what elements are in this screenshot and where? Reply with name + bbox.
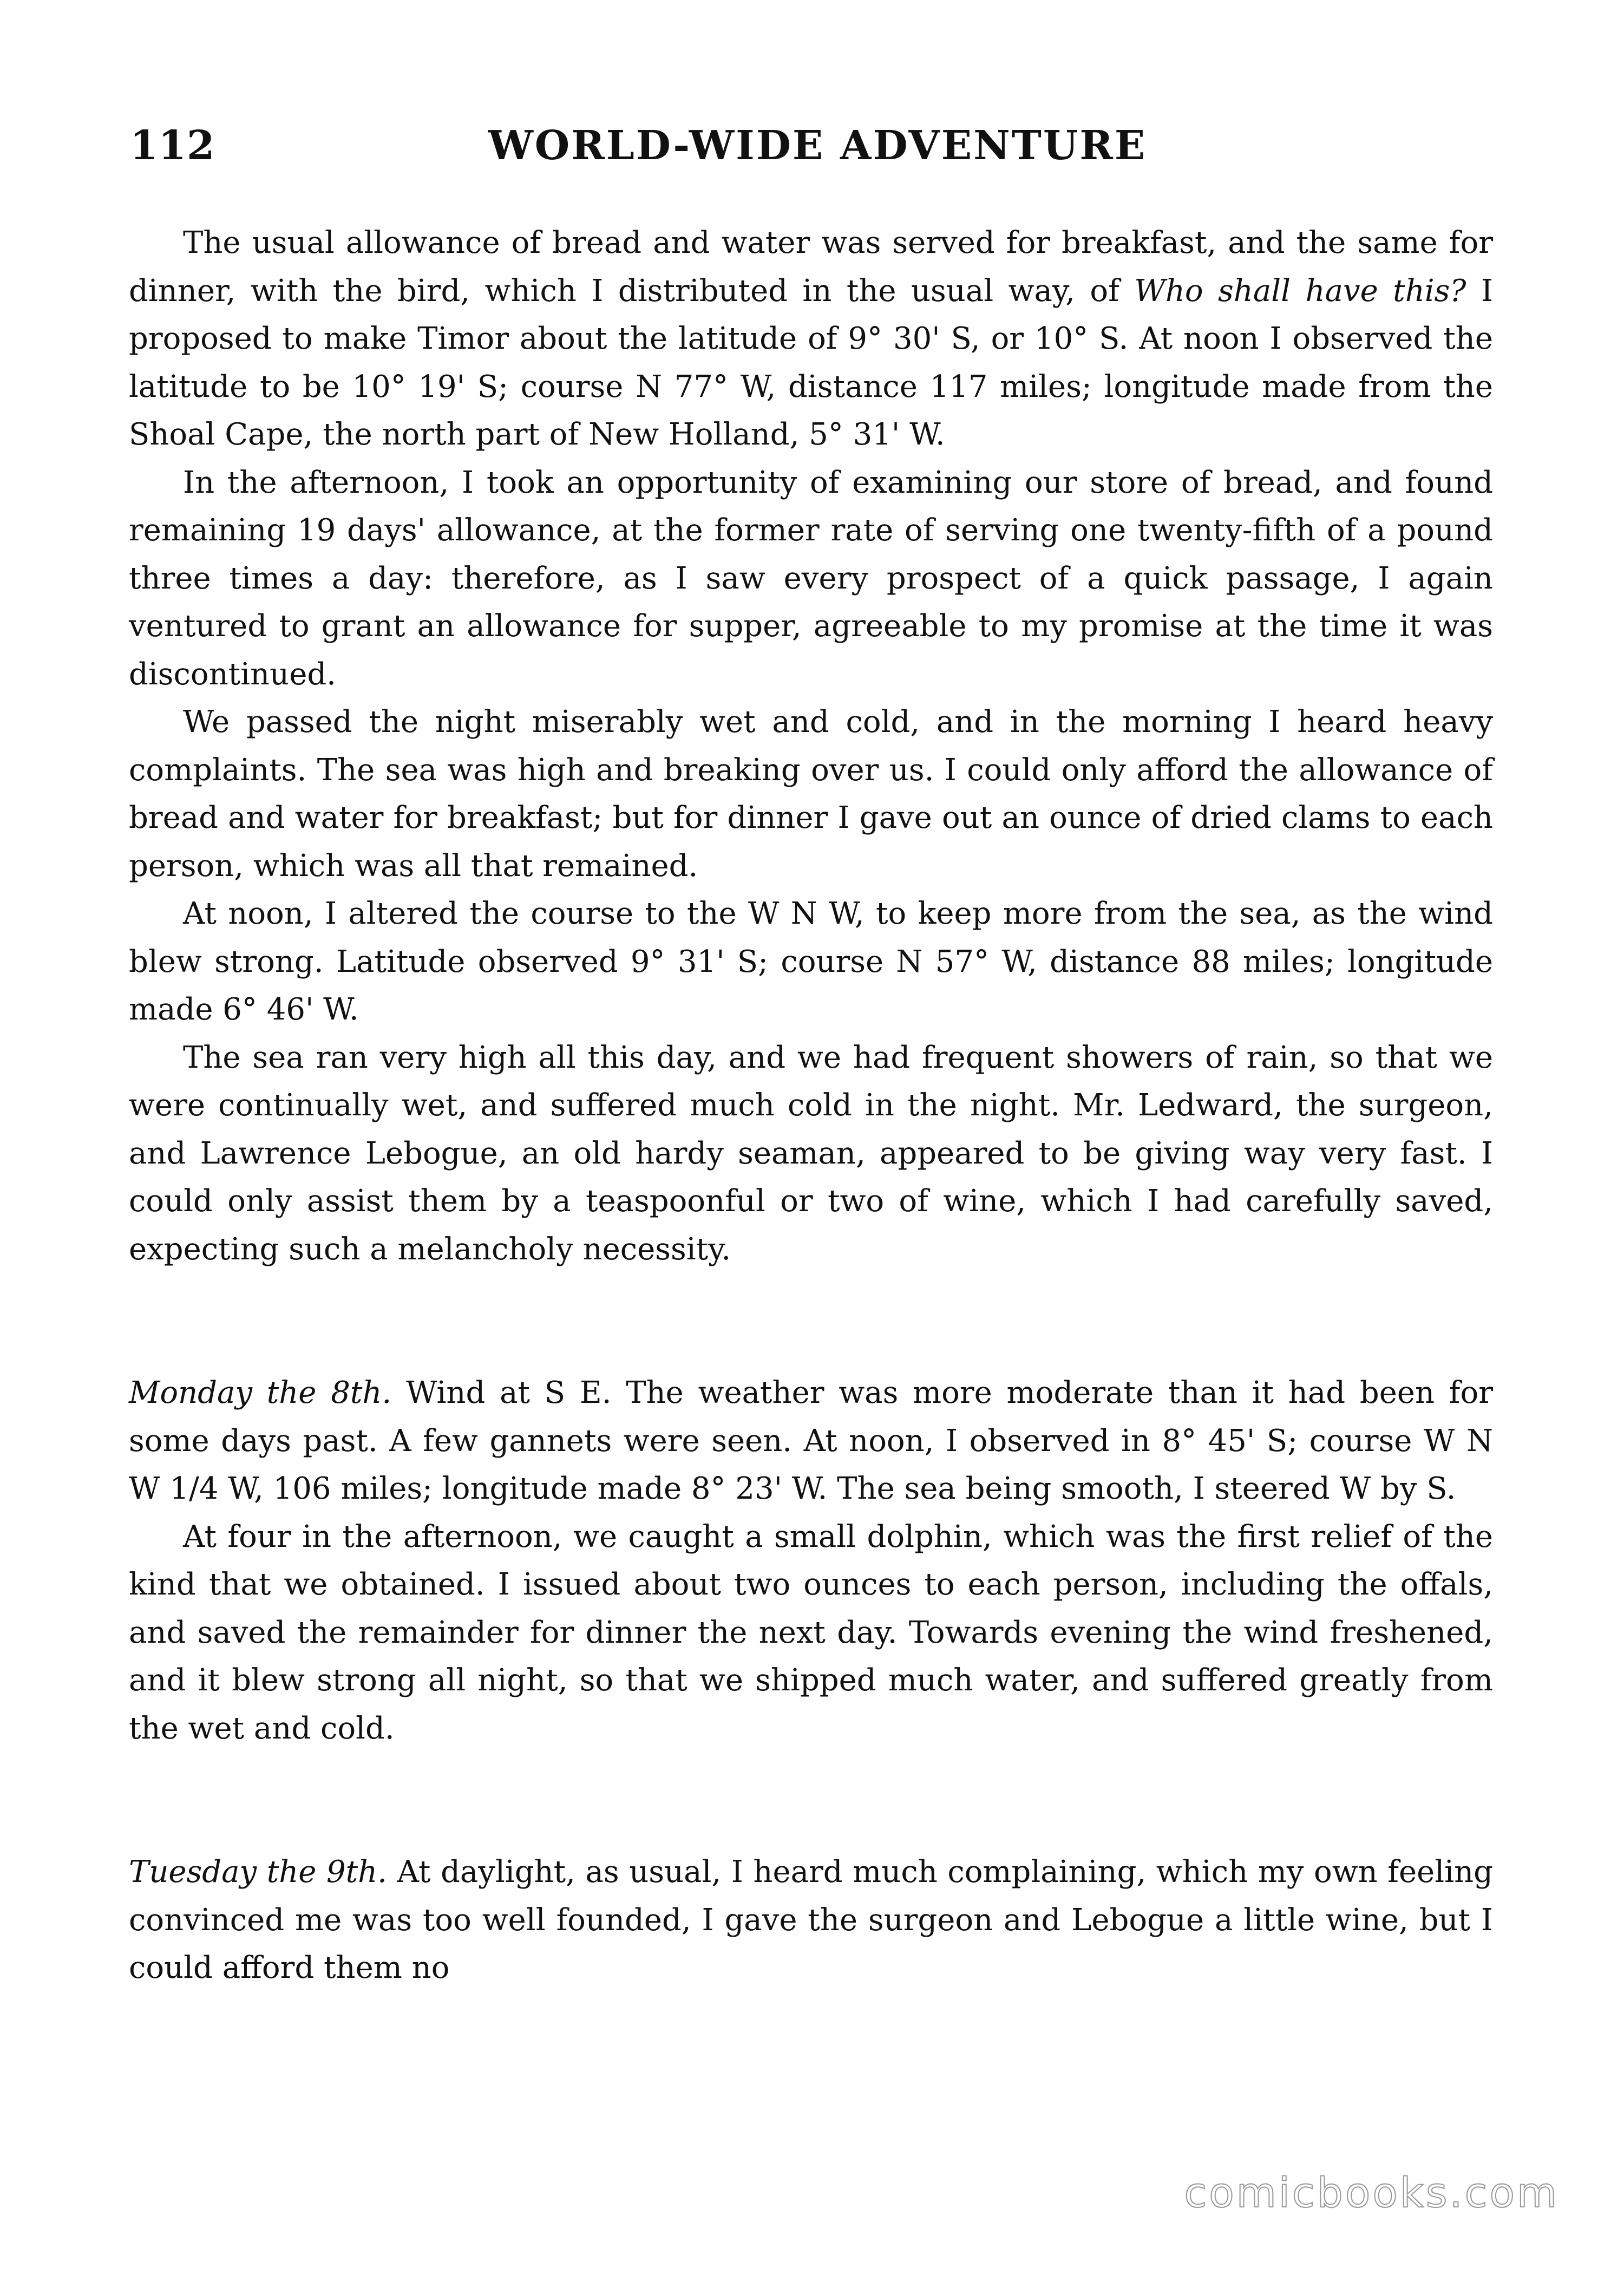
watermark-text: comicbooks.com xyxy=(1184,2168,1559,2217)
paragraph-monday xyxy=(129,1369,1493,1513)
paragraph-course-altered: At noon, I altered the course to the W N W, to keep more from the sea, as the wind blew strong. Latitude observed 9° 31' S; course N 57° W, distance 88 miles; longitude made 6° 46' W. xyxy=(129,896,1493,1027)
paragraph-dolphin: At four in the afternoon, we caught a small dolphin, which was the first relief of the kind that we obtained. I issued about two ounces to each person, including the offals, and saved the remainder for dinner the next day. Towards evening the wind freshened, and it blew strong all night, so that we shipped much water, and suffered greatly from the wet and cold. xyxy=(129,1519,1493,1746)
paragraph-text: Wind at S E. The weather was more moderate than it had been for some days past. A few gannets were seen. At noon, I observed in 8° 45' S; course W N W 1/4 W, 106 miles; longitude made 8° 23' W. The sea being smooth, I steered W by S. xyxy=(129,1375,1494,1506)
date-heading-italic: Monday the 8th. xyxy=(129,1375,392,1410)
page-number: 112 xyxy=(130,122,215,169)
paragraph-text: At daylight, as usual, I heard much complaining, which my own feeling convinced me was too well founded, I gave the surgeon and Lebogue a little wine, but I could afford them no xyxy=(129,1854,1494,1985)
paragraph-bread-store: In the afternoon, I took an opportunity of examining our store of bread, and found remaining 19 days' allowance, at the former rate of serving one twenty-fifth of a pound three times a day: therefore, as I saw every prospect of a quick passage, I again ventured to grant an allowance for supper, agreeable to my promise at the time it was discontinued. xyxy=(129,465,1493,692)
running-title: WORLD-WIDE ADVENTURE xyxy=(488,122,1147,169)
paragraph-high-sea: The sea ran very high all this day, and we had frequent showers of rain, so that we were continually wet, and suffered much cold in the night. Mr. Ledward, the surgeon, and Lawrence Lebogue, an old hardy seaman, appeared to be giving way very fast. I could only assist them by a teaspoonful or two of wine, which I had carefully saved, expecting such a melancholy necessity. xyxy=(129,1040,1493,1267)
body-text xyxy=(129,219,1493,1992)
paragraph-tuesday xyxy=(129,1848,1493,1992)
date-heading-italic: Tuesday the 9th. xyxy=(129,1854,387,1890)
paragraph-wet-night: We passed the night miserably wet and cold, and in the morning I heard heavy complaints. The sea was high and breaking over us. I could only afford the allowance of bread and water for breakfast; but for dinner I gave out an ounce of dried clams to each person, which was all that remained. xyxy=(129,704,1493,884)
paragraph-text: The usual allowance of bread and water was served for breakfast, and the same for dinner, with the bird, which I distributed in the usual way, of xyxy=(129,225,1493,309)
italic-phrase: Who shall have this? xyxy=(1134,273,1466,309)
page-header xyxy=(130,122,1505,182)
paragraph-text: I proposed to make Timor about the latitude of 9° 30' S, or 10° S. At noon I observed the latitude to be 10° 19' S; course N 77° W, distance 117 miles; longitude made from the Shoal Cape, the north part of New Holland, 5° 31' W. xyxy=(129,273,1494,452)
paragraph-bird-allowance xyxy=(129,219,1493,459)
